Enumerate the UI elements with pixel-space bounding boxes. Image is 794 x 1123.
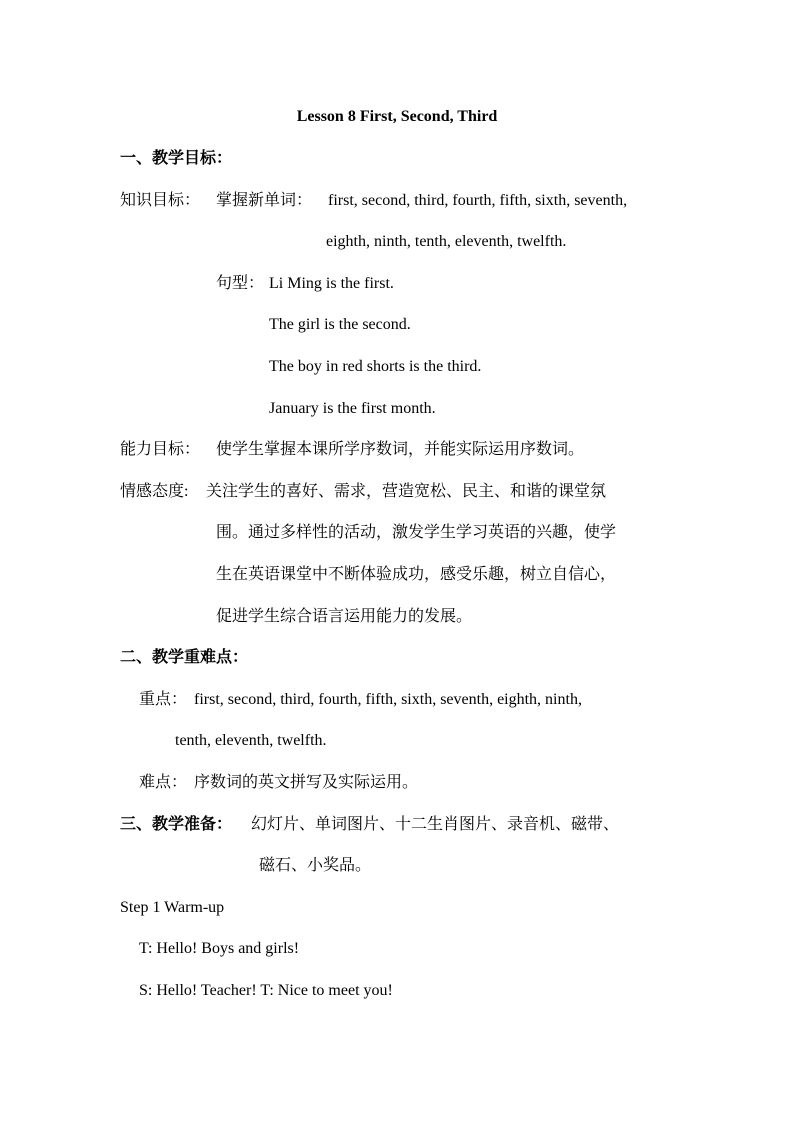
attitude-goal-line-4: 促进学生综合语言运用能力的发展。 (216, 608, 473, 625)
section3-heading: 三、教学准备： (120, 816, 233, 833)
key-points-label: 重点： (139, 691, 188, 708)
ability-goal-label: 能力目标： (120, 441, 201, 458)
step1-heading: Step 1 Warm-up (120, 899, 225, 916)
knowledge-goal-label: 知识目标： (120, 192, 201, 209)
attitude-goal-label: 情感态度: (120, 483, 189, 500)
preparation-line-1: 幻灯片、单词图片、十二生肖图片、录音机、磁带、 (251, 816, 620, 833)
difficult-points-label: 难点： (139, 774, 188, 791)
key-points-line-2: tenth, eleventh, twelfth. (175, 732, 327, 749)
attitude-goal-line-2: 围。通过多样性的活动，激发学生学习英语的兴趣，使学 (216, 524, 617, 541)
lesson-title: Lesson 8 First, Second, Third (296, 108, 498, 125)
section2-heading: 二、教学重难点： (120, 649, 249, 666)
attitude-goal-line-3: 生在英语课堂中不断体验成功，感受乐趣，树立自信心， (216, 566, 617, 583)
sentence-3: The boy in red shorts is the third. (269, 358, 482, 375)
sentence-1: Li Ming is the first. (269, 275, 394, 292)
sentence-2: The girl is the second. (269, 316, 411, 333)
dialogue-line-2: S: Hello! Teacher! T: Nice to meet you! (139, 982, 393, 999)
attitude-goal-line-1: 关注学生的喜好、需求，营造宽松、民主、和谐的课堂氛 (206, 483, 607, 500)
preparation-line-2: 磁石、小奖品。 (259, 857, 372, 874)
key-points-line-1: first, second, third, fourth, fifth, sixth, seventh, eighth, ninth, (194, 691, 582, 708)
sentence-pattern-label: 句型： (216, 275, 265, 292)
dialogue-line-1: T: Hello! Boys and girls! (139, 940, 300, 957)
sentence-4: January is the first month. (269, 400, 436, 417)
new-words-line-1: first, second, third, fourth, fifth, sixth, seventh, (328, 192, 628, 209)
new-words-line-2: eighth, ninth, tenth, eleventh, twelfth. (326, 233, 567, 250)
difficult-points-text: 序数词的英文拼写及实际运用。 (194, 774, 419, 791)
ability-goal-text: 使学生掌握本课所学序数词，并能实际运用序数词。 (216, 441, 585, 458)
section1-heading: 一、教学目标： (120, 150, 233, 167)
new-words-label: 掌握新单词： (216, 192, 313, 209)
